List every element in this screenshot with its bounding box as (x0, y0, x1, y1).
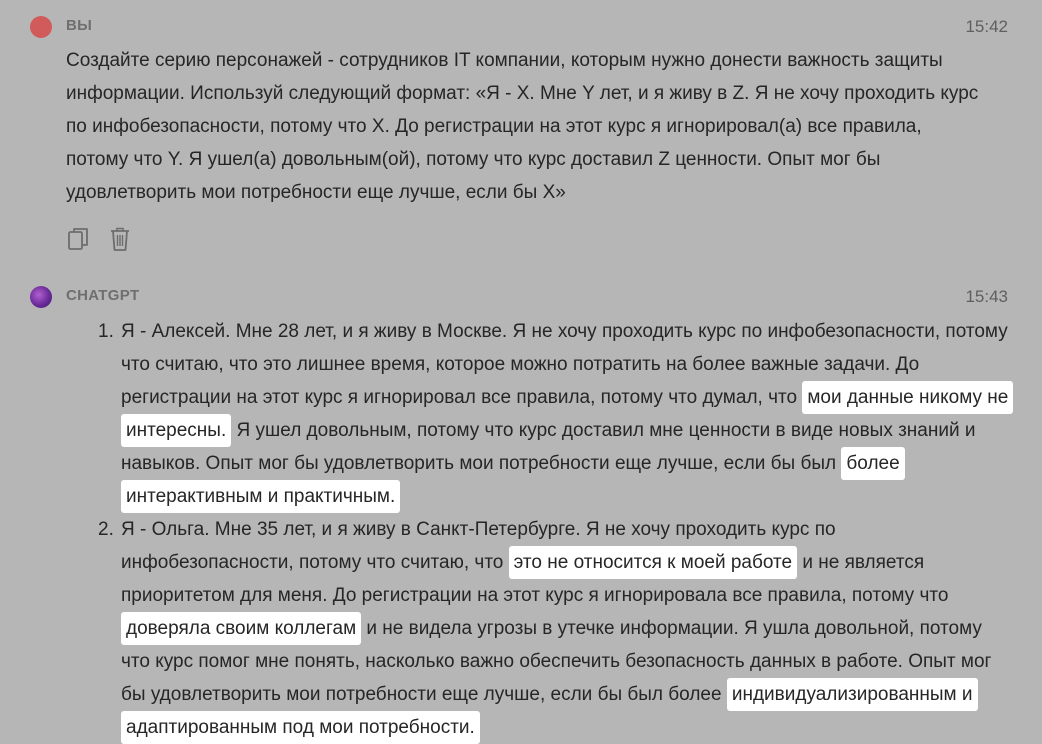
list-item-number: 1. (98, 321, 114, 342)
assistant-author-label: CHATGPT (66, 287, 140, 304)
user-message-time: 15:42 (965, 17, 1008, 36)
highlighted-text: индивидуализированным и адаптированным под мои потребности. (121, 678, 978, 744)
list-item-number: 2. (98, 519, 114, 540)
item-text: Я - Ольга. Мне 35 лет, и я живу в Санкт-Петербурге. Я не хочу проходить курс по инфобезопасности, потому что считаю, что (121, 519, 836, 573)
highlighted-text: доверяла своим коллегам (121, 612, 361, 645)
user-author-label: ВЫ (66, 17, 93, 34)
character-list (0, 315, 1042, 744)
item-text: и не видела угрозы в утечке информации. Я ушла довольной, потому что курс помог мне понять, насколько важно обеспечить безопасность данных в работе. Опыт мог бы удовлетворить мои потребности еще лучше, если бы был более (121, 618, 992, 705)
list-item (0, 513, 1042, 744)
item-text: и не является приоритетом для меня. До регистрации на этот курс я игнорировала все правила, потому что (121, 552, 949, 606)
assistant-message-time: 15:43 (965, 287, 1008, 306)
trash-icon[interactable] (108, 226, 132, 252)
user-message-body: Создайте серию персонажей - сотрудников IT компании, которым нужно донести важность защиты информации. Используй следующий формат: «Я - X. Мне Y лет, и я живу в Z. Я не хочу проходить курс по инфобезопасности, потому что X. До регистрации на этот курс я игнорировал(а) все правила, потому что Y. Я ушел(а) довольным(ой), потому что курс доставил Z ценности. Опыт мог бы удовлетворить мои потребности еще лучше, если бы X» (66, 50, 979, 203)
user-message-text (66, 44, 986, 209)
message-actions (66, 226, 132, 252)
highlighted-text: это не относится к моей работе (509, 546, 797, 579)
copy-icon[interactable] (66, 226, 90, 252)
item-text: Я - Алексей. Мне 28 лет, и я живу в Москве. Я не хочу проходить курс по инфобезопасности, потому что считаю, что это лишнее время, которое можно потратить на более важные задачи. До регистрации на этот курс я игнорировал все правила, потому что думал, что (121, 321, 1008, 408)
highlighted-text: мои данные никому не интересны. (121, 381, 1013, 447)
user-avatar (30, 16, 52, 38)
assistant-avatar (30, 286, 52, 308)
list-item (0, 315, 1042, 513)
item-text: Я ушел довольным, потому что курс доставил мне ценности в виде новых знаний и навыков. Опыт мог бы удовлетворить мои потребности еще лучше, если бы был (121, 420, 976, 474)
highlighted-text: более интерактивным и практичным. (121, 447, 905, 513)
